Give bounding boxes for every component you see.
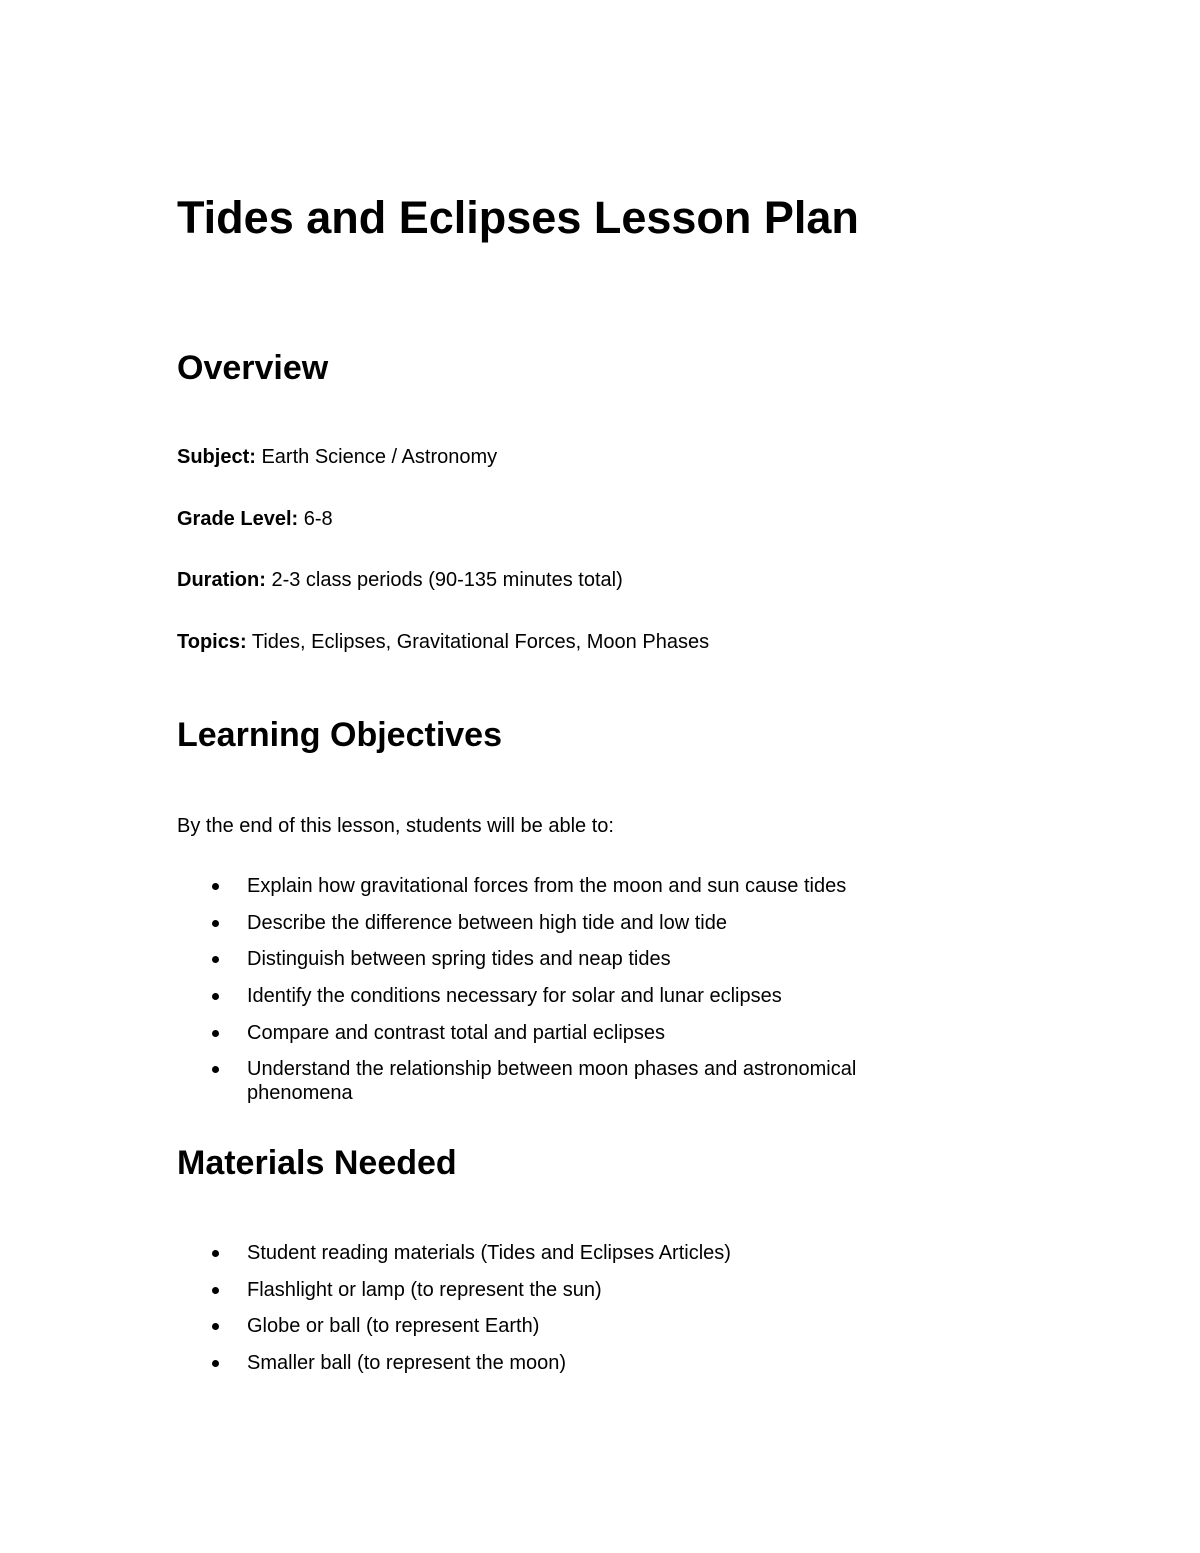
document-title: Tides and Eclipses Lesson Plan — [177, 192, 859, 243]
materials-needed-heading: Materials Needed — [177, 1144, 457, 1182]
objective-text: Distinguish between spring tides and neap tides — [247, 948, 671, 971]
materials-list — [177, 1241, 937, 1388]
bullet-icon — [212, 1323, 219, 1330]
bullet-icon — [212, 1030, 219, 1037]
subject-field — [177, 444, 497, 470]
topics-field — [177, 629, 709, 655]
objectives-intro: By the end of this lesson, students will be able to: — [177, 815, 614, 837]
duration-label: Duration: — [177, 569, 266, 591]
bullet-icon — [212, 1250, 219, 1257]
duration-value: 2-3 class periods (90-135 minutes total) — [271, 569, 623, 591]
overview-heading: Overview — [177, 349, 329, 387]
bullet-icon — [212, 1360, 219, 1367]
list-item — [177, 1351, 937, 1375]
learning-objectives-heading: Learning Objectives — [177, 716, 502, 754]
objective-text: Describe the difference between high tide and low tide — [247, 911, 727, 934]
bullet-icon — [212, 1287, 219, 1294]
material-text: Flashlight or lamp (to represent the sun) — [247, 1278, 602, 1301]
objective-text: Compare and contrast total and partial eclipses — [247, 1021, 666, 1044]
list-item — [177, 911, 937, 935]
bullet-icon — [212, 883, 219, 890]
list-item — [177, 1241, 937, 1265]
material-text: Smaller ball (to represent the moon) — [247, 1352, 567, 1375]
subject-value: Earth Science / Astronomy — [261, 446, 498, 468]
list-item — [177, 874, 937, 898]
duration-field — [177, 567, 623, 593]
grade-level-value: 6-8 — [303, 508, 333, 530]
subject-label: Subject: — [177, 446, 256, 468]
list-item — [177, 1021, 937, 1045]
grade-level-label: Grade Level: — [177, 508, 299, 530]
list-item — [177, 1278, 937, 1302]
list-item — [177, 1314, 937, 1338]
objective-text: Explain how gravitational forces from the moon and sun cause tides — [247, 875, 847, 897]
bullet-icon — [212, 920, 219, 927]
objective-text: Understand the relationship between moon phases and astronomical phenomena — [247, 1058, 857, 1105]
list-item — [177, 984, 937, 1008]
topics-label: Topics: — [177, 631, 247, 653]
list-item — [177, 1057, 937, 1105]
material-text: Globe or ball (to represent Earth) — [247, 1315, 540, 1338]
grade-level-field — [177, 506, 333, 532]
bullet-icon — [212, 1066, 219, 1073]
list-item — [177, 947, 937, 971]
material-text: Student reading materials (Tides and Eclipses Articles) — [247, 1242, 731, 1264]
bullet-icon — [212, 956, 219, 963]
objectives-list — [177, 874, 937, 1118]
bullet-icon — [212, 993, 219, 1000]
objective-text: Identify the conditions necessary for solar and lunar eclipses — [247, 985, 782, 1008]
topics-value: Tides, Eclipses, Gravitational Forces, Moon Phases — [251, 631, 710, 653]
